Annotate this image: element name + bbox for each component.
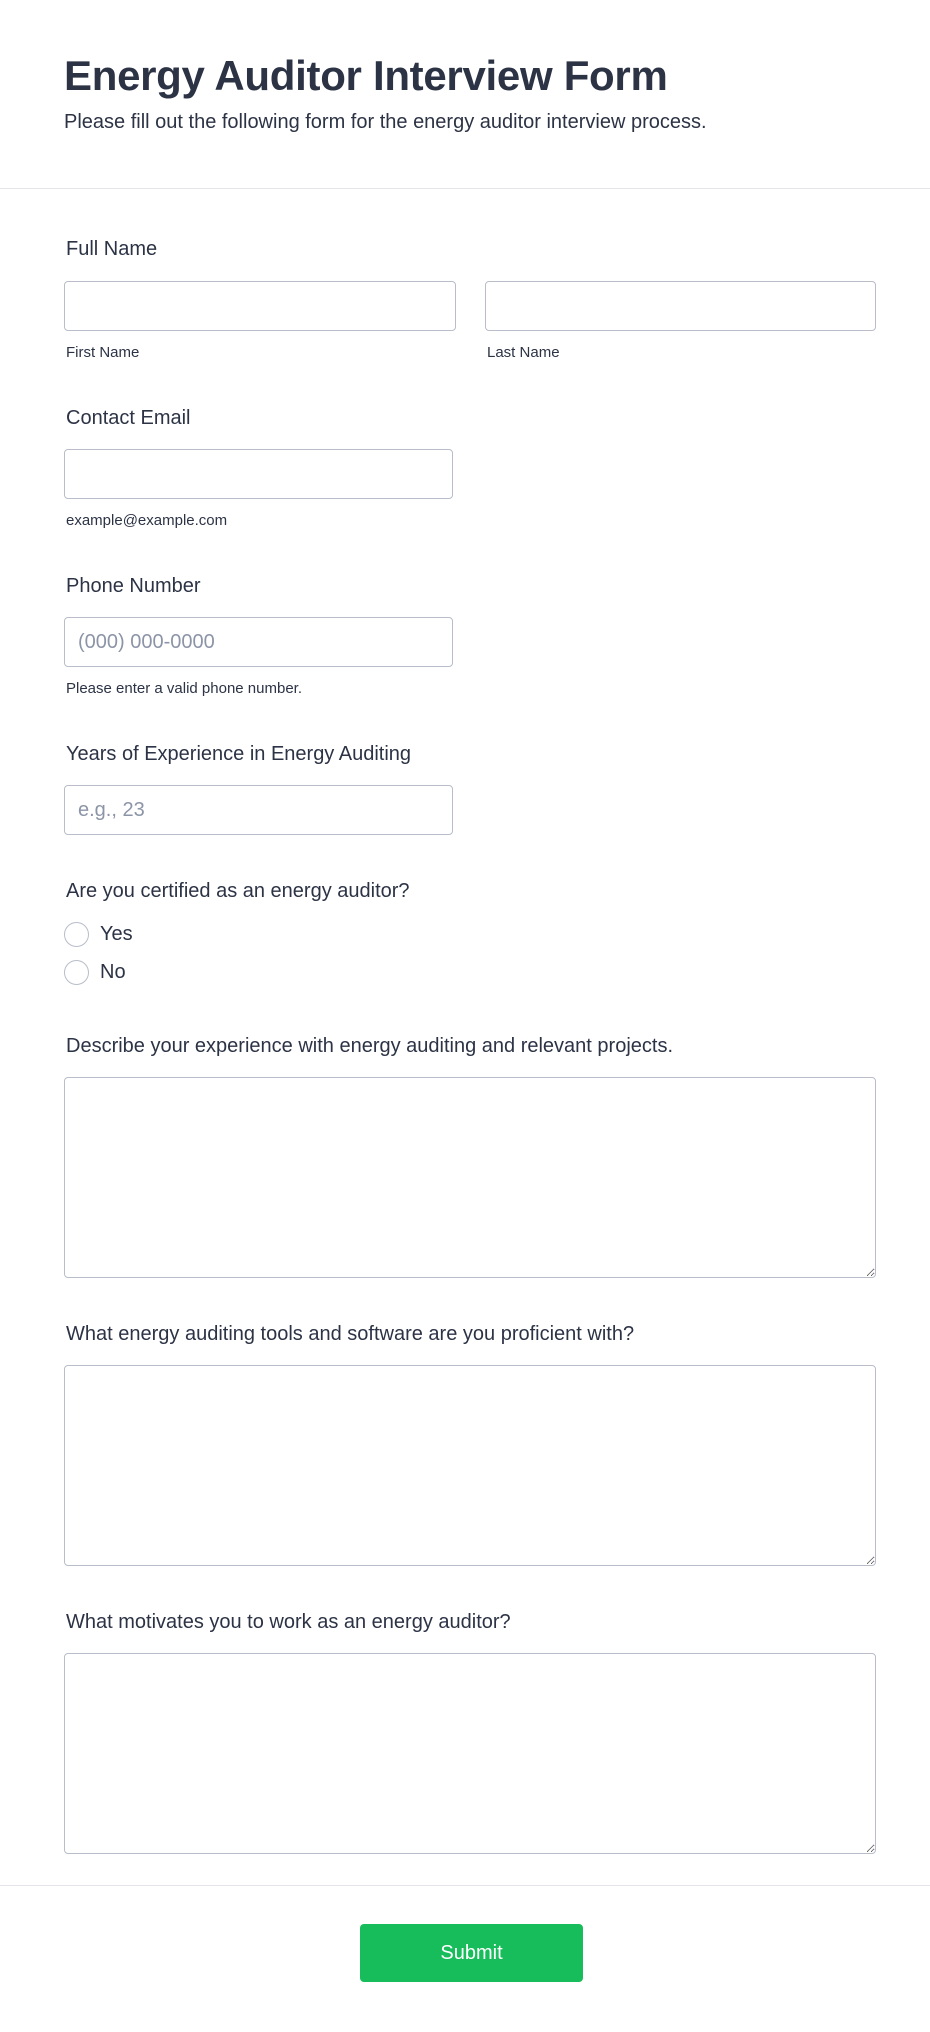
form-title: Energy Auditor Interview Form	[64, 52, 668, 99]
form-header	[0, 0, 930, 189]
experience-description-label: Describe your experience with energy auditing and relevant projects.	[66, 1035, 674, 1057]
email-sublabel: example@example.com	[66, 512, 228, 529]
form-subtitle: Please fill out the following form for the energy auditor interview process.	[64, 111, 707, 133]
tools-textarea[interactable]	[64, 1365, 876, 1566]
phone-input[interactable]	[64, 617, 453, 667]
certified-option-yes[interactable]	[64, 921, 133, 947]
email-input[interactable]	[64, 449, 453, 499]
radio-button[interactable]	[64, 960, 89, 985]
experience-description-textarea[interactable]	[64, 1077, 876, 1278]
radio-label-no: No	[100, 960, 126, 983]
certified-option-no[interactable]	[64, 959, 126, 985]
motivation-textarea[interactable]	[64, 1653, 876, 1854]
last-name-input[interactable]	[485, 281, 876, 331]
radio-label-yes: Yes	[100, 922, 133, 945]
experience-years-label: Years of Experience in Energy Auditing	[66, 743, 412, 765]
first-name-sublabel: First Name	[66, 344, 140, 361]
email-label: Contact Email	[66, 407, 191, 429]
certified-label: Are you certified as an energy auditor?	[66, 880, 410, 902]
motivation-label: What motivates you to work as an energy auditor?	[66, 1611, 511, 1633]
experience-years-input[interactable]	[64, 785, 453, 835]
tools-label: What energy auditing tools and software are you proficient with?	[66, 1323, 635, 1345]
radio-button[interactable]	[64, 922, 89, 947]
first-name-input[interactable]	[64, 281, 456, 331]
submit-button[interactable]: Submit	[360, 1924, 583, 1982]
phone-label: Phone Number	[66, 575, 201, 597]
full-name-label: Full Name	[66, 238, 158, 260]
phone-sublabel: Please enter a valid phone number.	[66, 680, 302, 697]
last-name-sublabel: Last Name	[487, 344, 560, 361]
footer-divider	[0, 1885, 930, 1886]
